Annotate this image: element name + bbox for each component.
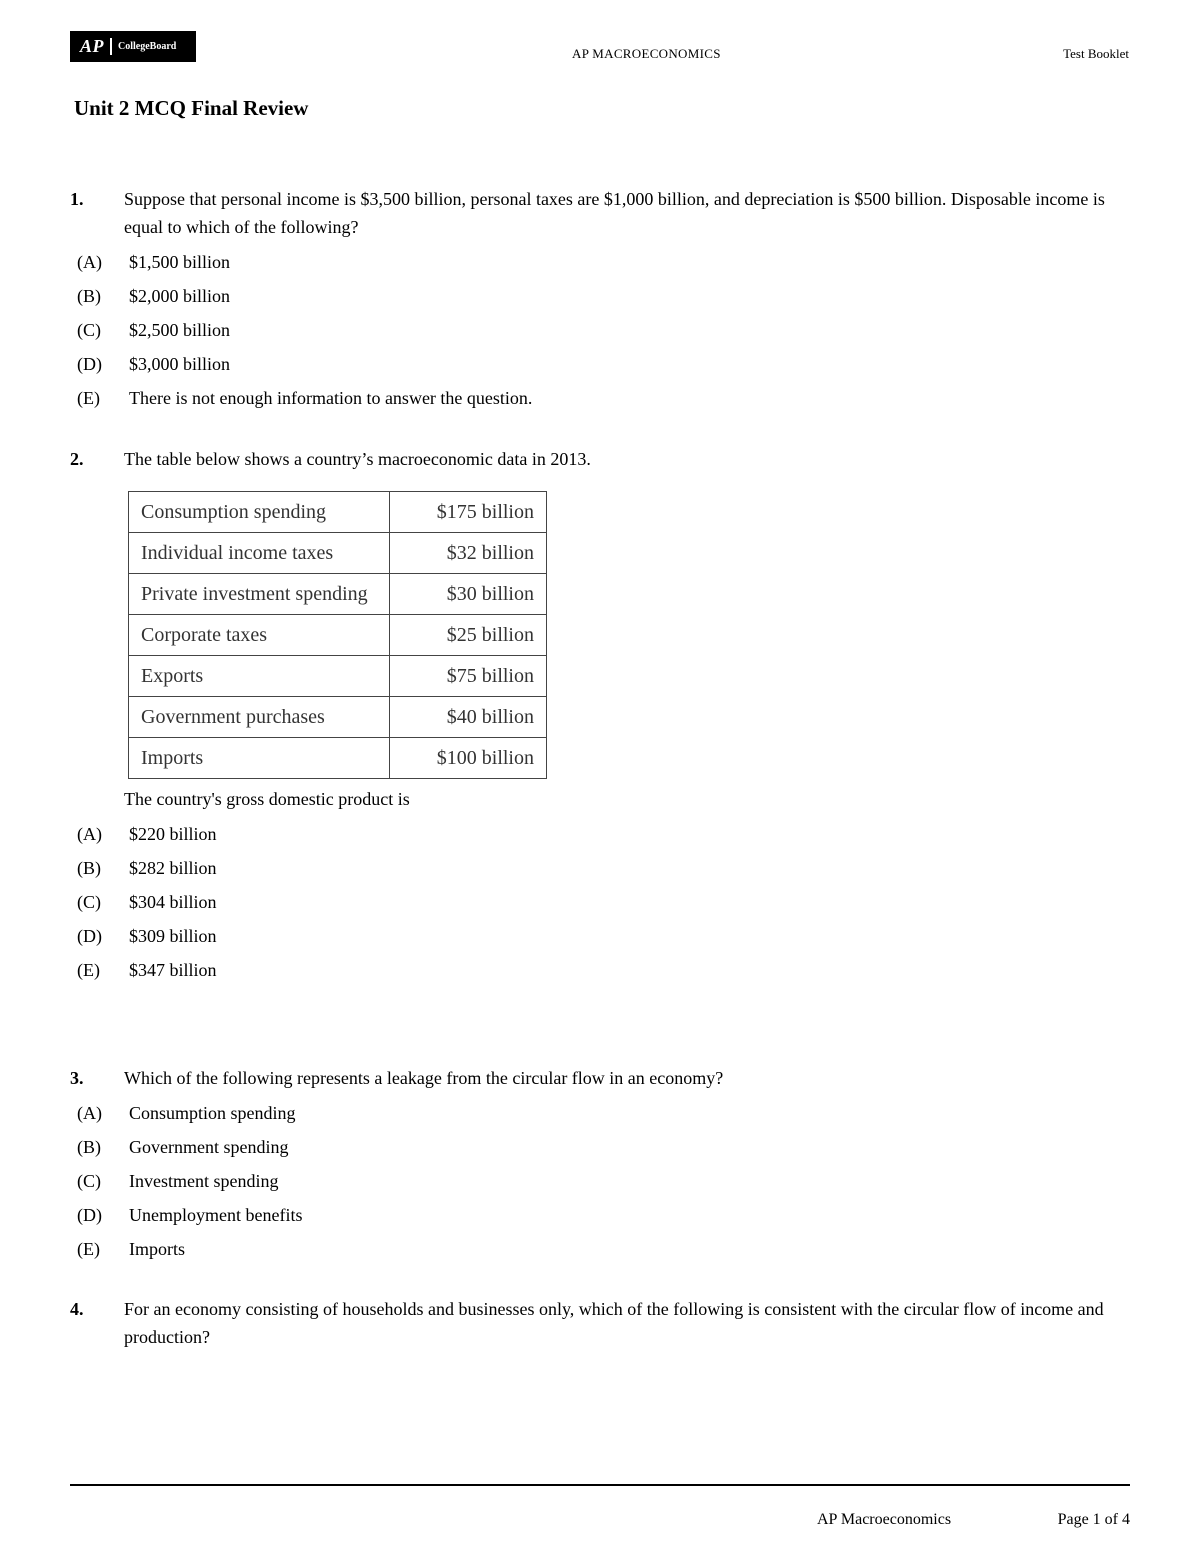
choice-a: [70, 1096, 1132, 1130]
choice-c: [70, 313, 1132, 347]
choice-a: [70, 817, 1132, 851]
choice-text: $309 billion: [129, 926, 217, 946]
choice-text: Unemployment benefits: [129, 1205, 303, 1225]
macro-data-table: [128, 491, 547, 779]
choice-a: [70, 245, 1132, 279]
table-row: [129, 697, 547, 738]
choice-d: [70, 919, 1132, 953]
choice-text: $2,000 billion: [129, 286, 231, 306]
choice-text: $2,500 billion: [129, 320, 231, 340]
choice-d: [70, 347, 1132, 381]
table-cell-label: Private investment spending: [129, 574, 390, 615]
logo-divider: [110, 38, 112, 55]
choice-e: [70, 953, 1132, 987]
choice-text: $220 billion: [129, 824, 217, 844]
table-row: [129, 615, 547, 656]
choice-b: [70, 1130, 1132, 1164]
table-cell-value: $100 billion: [390, 738, 547, 779]
choice-b: [70, 279, 1132, 313]
choice-text: There is not enough information to answer the question.: [129, 388, 533, 408]
table-row: [129, 492, 547, 533]
question-4: [70, 1295, 1132, 1351]
table-cell-label: Individual income taxes: [129, 533, 390, 574]
choice-letter: (C): [77, 320, 101, 340]
question-stem: Suppose that personal income is $3,500 billion, personal taxes are $1,000 billion, and depreciation is $500 billion. Disposable income is equal to which of the following?: [124, 189, 1105, 237]
choice-letter: (A): [77, 252, 102, 272]
choice-c: [70, 1164, 1132, 1198]
choice-text: $3,000 billion: [129, 354, 231, 374]
table-cell-value: $30 billion: [390, 574, 547, 615]
choice-letter: (B): [77, 858, 101, 878]
choice-text: $1,500 billion: [129, 252, 231, 272]
choice-letter: (B): [77, 286, 101, 306]
choice-text: Consumption spending: [129, 1103, 296, 1123]
table-cell-value: $32 billion: [390, 533, 547, 574]
page-title: Unit 2 MCQ Final Review: [74, 96, 309, 120]
table-row: [129, 738, 547, 779]
choice-letter: (E): [77, 960, 100, 980]
table-cell-value: $40 billion: [390, 697, 547, 738]
choice-letter: (C): [77, 1171, 101, 1191]
question-2: [70, 445, 1132, 987]
question-stem: The table below shows a country’s macroeconomic data in 2013.: [124, 449, 591, 469]
choice-letter: (D): [77, 926, 102, 946]
question-3: [70, 1064, 1132, 1266]
logo-ap-text: AP: [80, 36, 105, 56]
question-stem: For an economy consisting of households and businesses only, which of the following is consistent with the circular flow of income and production?: [124, 1299, 1104, 1347]
choice-text: $282 billion: [129, 858, 217, 878]
table-cell-value: $25 billion: [390, 615, 547, 656]
choice-c: [70, 885, 1132, 919]
choice-letter: (A): [77, 824, 102, 844]
header-subject: AP MACROECONOMICS: [572, 46, 721, 61]
answer-choices: [70, 817, 1132, 987]
choice-text: $347 billion: [129, 960, 217, 980]
choice-letter: (A): [77, 1103, 102, 1123]
table-cell-label: Corporate taxes: [129, 615, 390, 656]
question-1: [70, 185, 1132, 415]
choice-letter: (D): [77, 354, 102, 374]
choice-letter: (B): [77, 1137, 101, 1157]
choice-e: [70, 1232, 1132, 1266]
choice-text: $304 billion: [129, 892, 217, 912]
logo-org-text: CollegeBoard: [118, 41, 177, 52]
table-cell-value: $75 billion: [390, 656, 547, 697]
choice-letter: (E): [77, 1239, 100, 1259]
choice-text: Investment spending: [129, 1171, 279, 1191]
choice-d: [70, 1198, 1132, 1232]
question-prompt: The country's gross domestic product is: [124, 789, 410, 809]
answer-choices: [70, 1096, 1132, 1266]
choice-e: [70, 381, 1132, 415]
table-row: [129, 533, 547, 574]
question-number: 3.: [70, 1068, 84, 1088]
table-cell-label: Exports: [129, 656, 390, 697]
footer-divider: [70, 1484, 1130, 1486]
question-number: 4.: [70, 1299, 84, 1319]
choice-letter: (E): [77, 388, 100, 408]
question-number: 1.: [70, 189, 84, 209]
choice-text: Imports: [129, 1239, 185, 1259]
table-cell-label: Imports: [129, 738, 390, 779]
table-row: [129, 656, 547, 697]
header-booklet: Test Booklet: [1063, 46, 1129, 61]
answer-choices: [70, 245, 1132, 415]
choice-b: [70, 851, 1132, 885]
choice-letter: (D): [77, 1205, 102, 1225]
table-cell-label: Consumption spending: [129, 492, 390, 533]
question-number: 2.: [70, 449, 84, 469]
choice-text: Government spending: [129, 1137, 289, 1157]
ap-collegeboard-logo: [70, 31, 196, 62]
table-row: [129, 574, 547, 615]
question-content: [124, 445, 1132, 813]
page-number: Page 1 of 4: [1057, 1511, 1130, 1528]
table-cell-value: $175 billion: [390, 492, 547, 533]
question-stem: Which of the following represents a leakage from the circular flow in an economy?: [124, 1068, 724, 1088]
choice-letter: (C): [77, 892, 101, 912]
footer-subject: AP Macroeconomics: [817, 1511, 952, 1528]
table-cell-label: Government purchases: [129, 697, 390, 738]
